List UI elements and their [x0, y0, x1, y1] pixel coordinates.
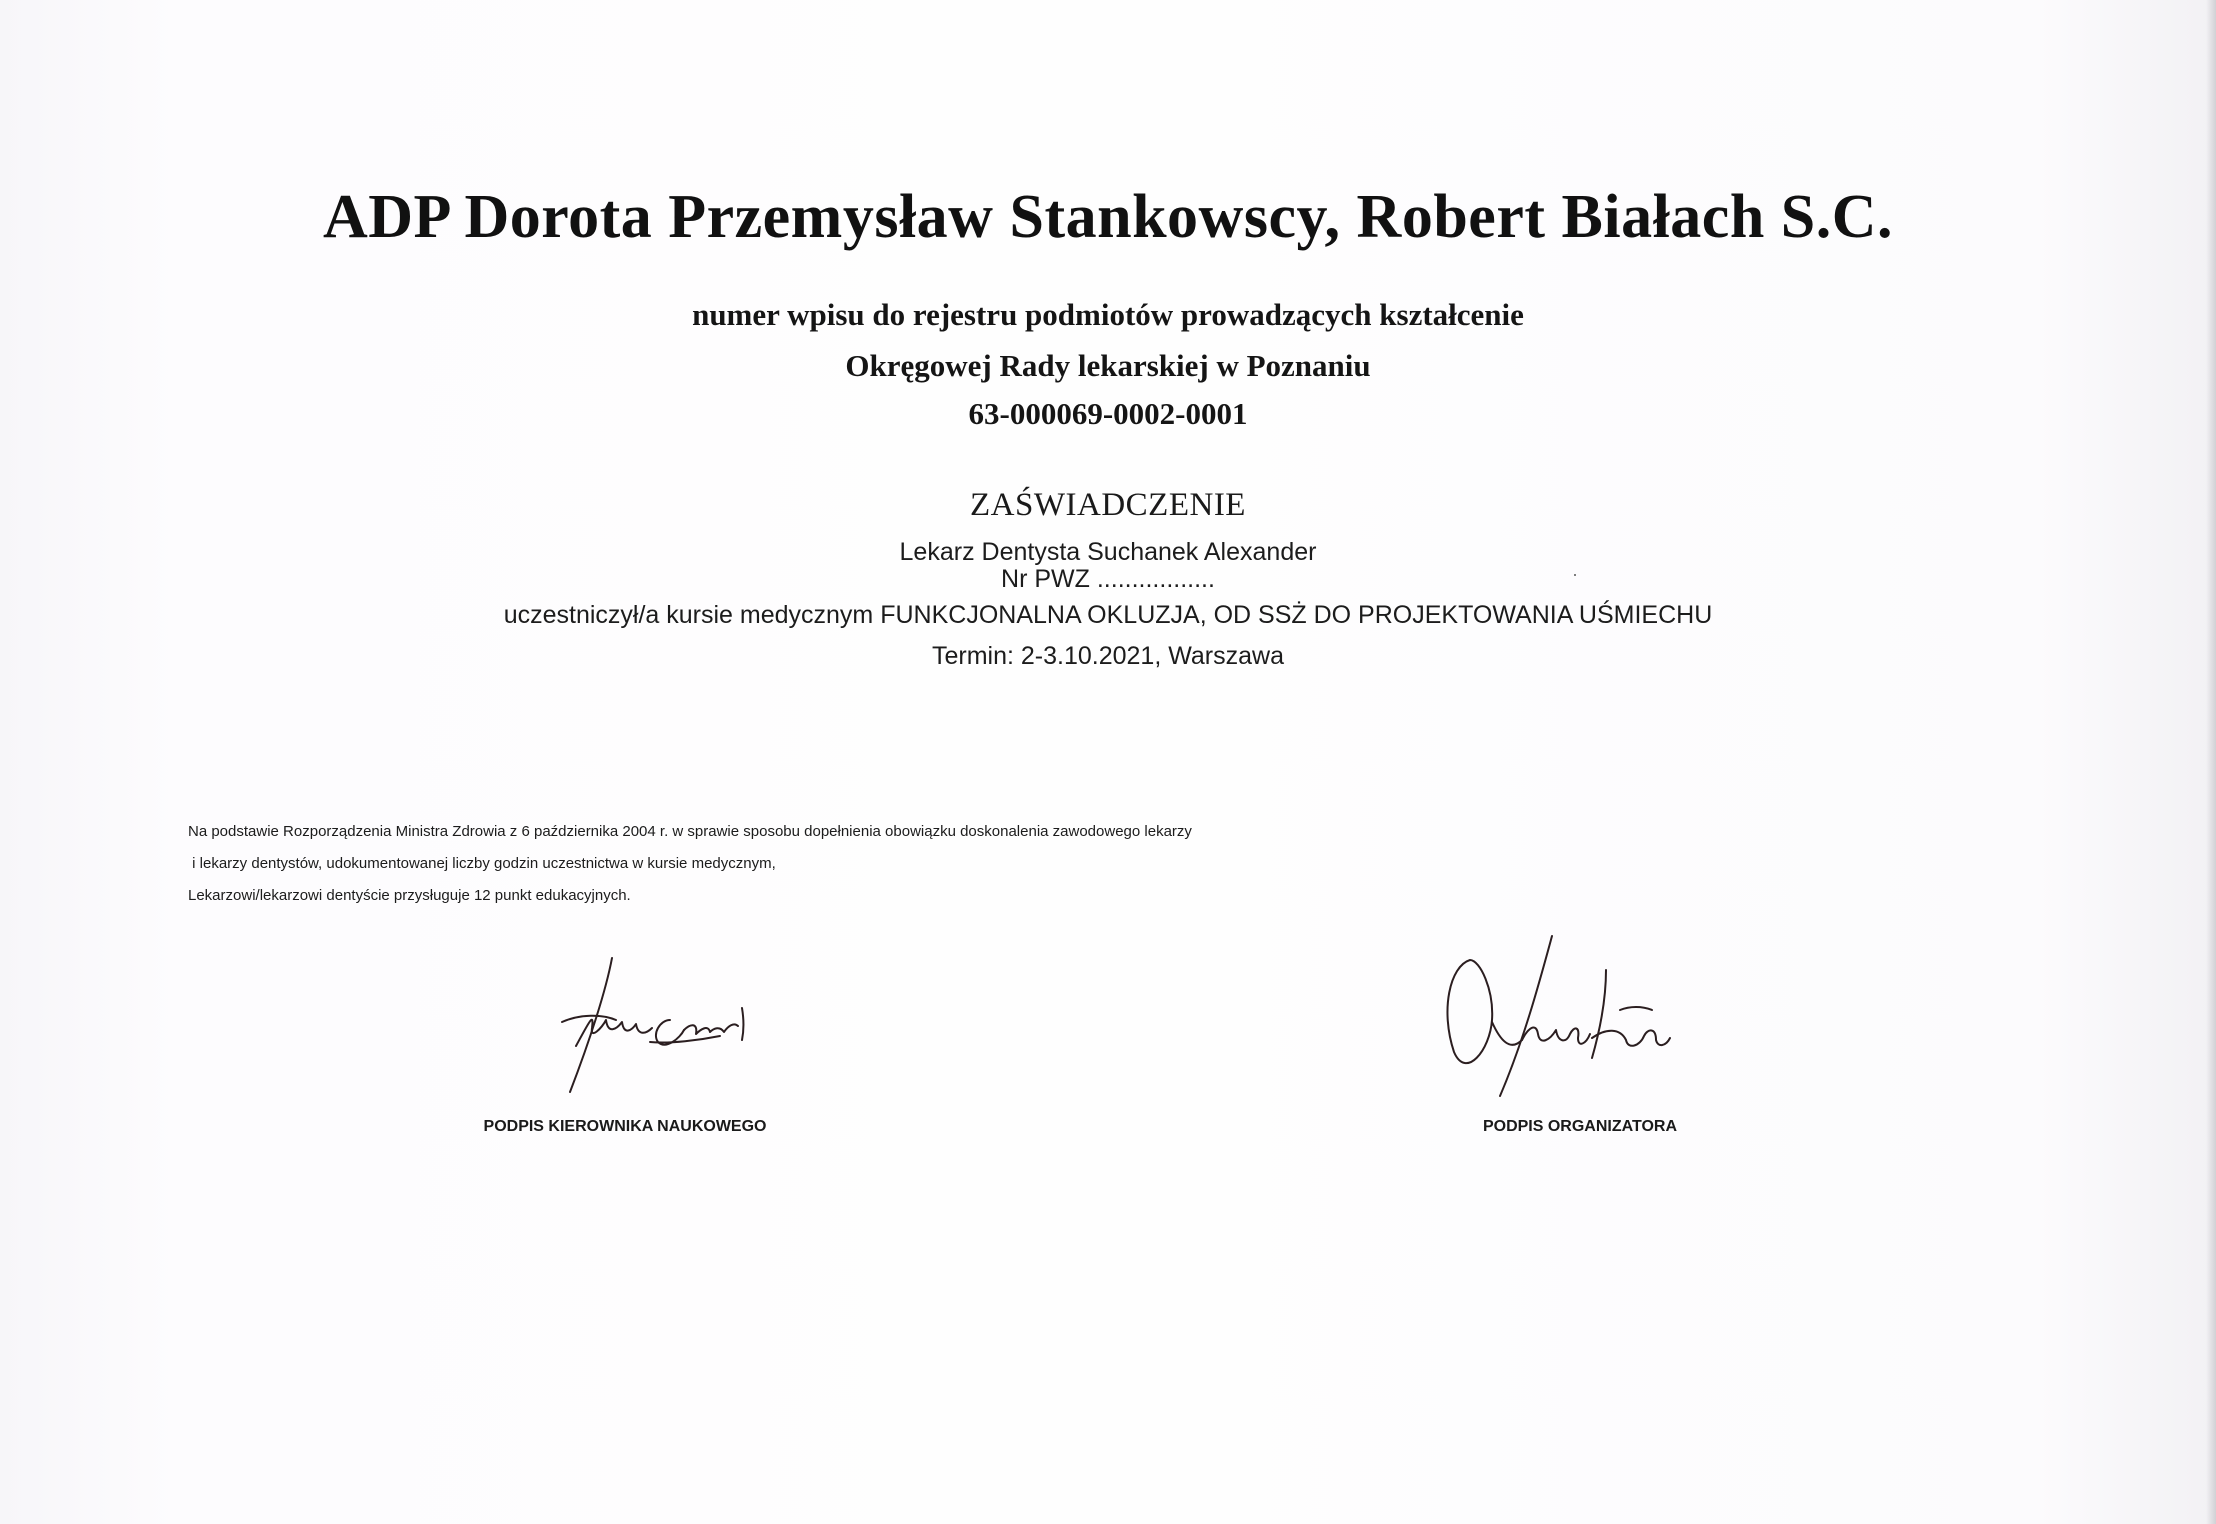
organizer-signature-label: PODPIS ORGANIZATORA	[1482, 1118, 1678, 1135]
organization-name: ADP Dorota Przemysław Stankowscy, Robert Białach S.C.	[322, 183, 1894, 251]
course-term: Termin: 2-3.10.2021, Warszawa	[931, 642, 1284, 670]
register-number: 63-000069-0002-0001	[968, 396, 1248, 431]
recipient-name: Lekarz Dentysta Suchanek Alexander	[899, 538, 1317, 566]
pwz-number: Nr PWZ .................	[1001, 565, 1215, 593]
certificate-title: ZAŚWIADCZENIE	[970, 487, 1246, 523]
course-description: uczestniczył/a kursie medycznym FUNKCJONALNA OKLUZJA, OD SSŻ DO PROJEKTOWANIA UŚMIECHU	[503, 601, 1713, 629]
paper-speck	[1574, 574, 1576, 576]
legal-basis-text	[188, 816, 1192, 912]
scientific-director-signature-label: PODPIS KIEROWNIKA NAUKOWEGO	[483, 1118, 767, 1135]
legal-line-1: Na podstawie Rozporządzenia Ministra Zdrowia z 6 października 2004 r. w sprawie sposobu dopełnienia obowiązku doskonalenia zawodowego lekarzy	[188, 823, 1192, 840]
scientific-director-signature	[520, 950, 760, 1100]
register-line-2: Okręgowej Rady lekarskiej w Poznaniu	[845, 348, 1371, 383]
organizer-signature	[1430, 930, 1690, 1100]
register-line-1: numer wpisu do rejestru podmiotów prowadzących kształcenie	[692, 297, 1524, 332]
legal-line-3: Lekarzowi/lekarzowi dentyście przysługuje 12 punkt edukacyjnych.	[188, 887, 631, 904]
legal-line-2: i lekarzy dentystów, udokumentowanej liczby godzin uczestnictwa w kursie medycznym,	[188, 855, 776, 872]
